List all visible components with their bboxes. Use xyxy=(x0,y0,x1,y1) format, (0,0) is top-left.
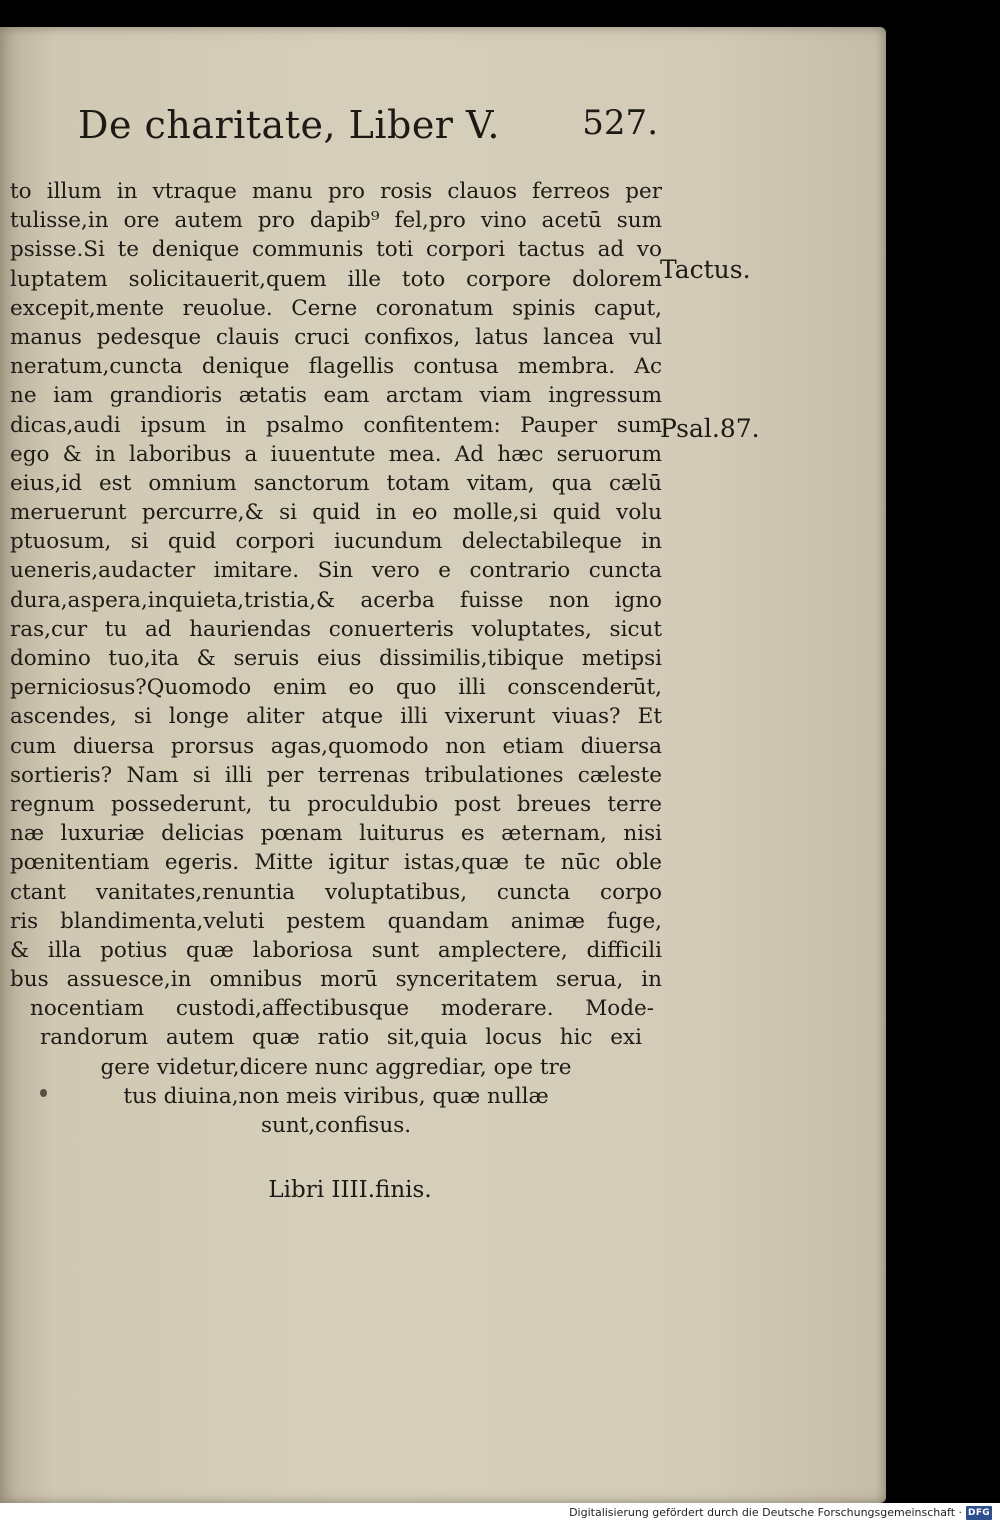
text-line: ris blandimenta,veluti pestem quandam animæ fuge, xyxy=(10,908,662,934)
text-line: excepit,mente reuolue. Cerne coronatum spinis caput, xyxy=(10,295,662,321)
colophon: Libri IIII.finis. xyxy=(268,1177,432,1203)
text-line: domino tuo,ita & seruis eius dissimilis,tibique metipsi xyxy=(10,646,662,671)
text-line: perniciosus?Quomodo enim eo quo illi conscenderūt, xyxy=(10,675,662,701)
text-line: manus pedesque clauis cruci confixos, latus lancea vul xyxy=(10,324,662,350)
text-line: ras,cur tu ad hauriendas conuerteris voluptates, sicut xyxy=(10,616,662,642)
text-line: to illum in vtraque manu pro rosis clauos ferreos per xyxy=(10,179,662,204)
text-line: bus assuesce,in omnibus morū synceritatem serua, in xyxy=(10,967,662,993)
text-line: ptuosum, si quid corpori iucundum delectabileque in xyxy=(10,529,662,555)
text-line: cum diuersa prorsus agas,quomodo non etiam diuersa xyxy=(10,733,662,759)
text-line: næ luxuriæ delicias pœnam luiturus es æternam, nisi xyxy=(10,821,662,847)
text-line: dura,aspera,inquieta,tristia,& acerba fuisse non igno xyxy=(10,587,662,613)
book-page xyxy=(0,27,886,1503)
text-line: ne iam grandioris ætatis eam arctam viam ingressum xyxy=(10,383,662,409)
footer-bar xyxy=(0,1503,1000,1524)
running-head: De charitate, Liber V. xyxy=(78,103,500,147)
text-line: tulisse,in ore autem pro dapib⁹ fel,pro vino acetū sum xyxy=(10,208,662,234)
funding-credit: Digitalisierung gefördert durch die Deutsche Forschungsgemeinschaft · xyxy=(569,1506,962,1519)
text-line: ego & in laboribus a iuuentute mea. Ad hæc seruorum xyxy=(10,441,662,467)
body-text xyxy=(10,177,662,1140)
text-line: eius,id est omnium sanctorum totam vitam, qua cælū xyxy=(10,470,662,496)
text-line: & illa potius quæ laboriosa sunt amplectere, difficili xyxy=(10,937,662,963)
ink-speck xyxy=(40,1089,47,1097)
text-line: nocentiam custodi,affectibusque moderare. Mode- xyxy=(30,996,654,1022)
page-number: 527. xyxy=(582,103,658,143)
text-line: ctant vanitates,renuntia voluptatibus, cuncta corpo xyxy=(10,879,662,905)
text-line: psisse.Si te denique communis toti corpori tactus ad vo xyxy=(10,237,662,263)
text-line: sunt,confisus. xyxy=(260,1113,412,1138)
text-line: neratum,cuncta denique flagellis contusa membra. Ac xyxy=(10,354,662,380)
text-line: randorum autem quæ ratio sit,quia locus hic exi xyxy=(40,1025,642,1051)
text-line: ueneris,audacter imitare. Sin vero e contrario cuncta xyxy=(10,558,662,584)
text-line: ascendes, si longe aliter atque illi vixerunt viuas? Et xyxy=(10,704,662,730)
marginal-note: Tactus. xyxy=(660,255,751,284)
text-line: pœnitentiam egeris. Mitte igitur istas,quæ te nūc oble xyxy=(10,850,662,876)
text-line: dicas,audi ipsum in psalmo confitentem: Pauper sum xyxy=(10,412,662,438)
text-line: meruerunt percurre,& si quid in eo molle,si quid volu xyxy=(10,500,662,526)
page-header xyxy=(78,103,658,153)
dfg-logo: DFG xyxy=(966,1506,992,1520)
text-line: gere videtur,dicere nunc aggrediar, ope tre xyxy=(100,1054,572,1080)
text-line: tus diuina,non meis viribus, quæ nullæ xyxy=(123,1083,549,1109)
text-line: luptatem solicitauerit,quem ille toto corpore dolorem xyxy=(10,266,662,292)
text-line: regnum possederunt, tu proculdubio post breues terre xyxy=(10,791,662,817)
text-line: sortieris? Nam si illi per terrenas tribulationes cæleste xyxy=(10,762,662,788)
marginal-note: Psal.87. xyxy=(660,414,760,443)
